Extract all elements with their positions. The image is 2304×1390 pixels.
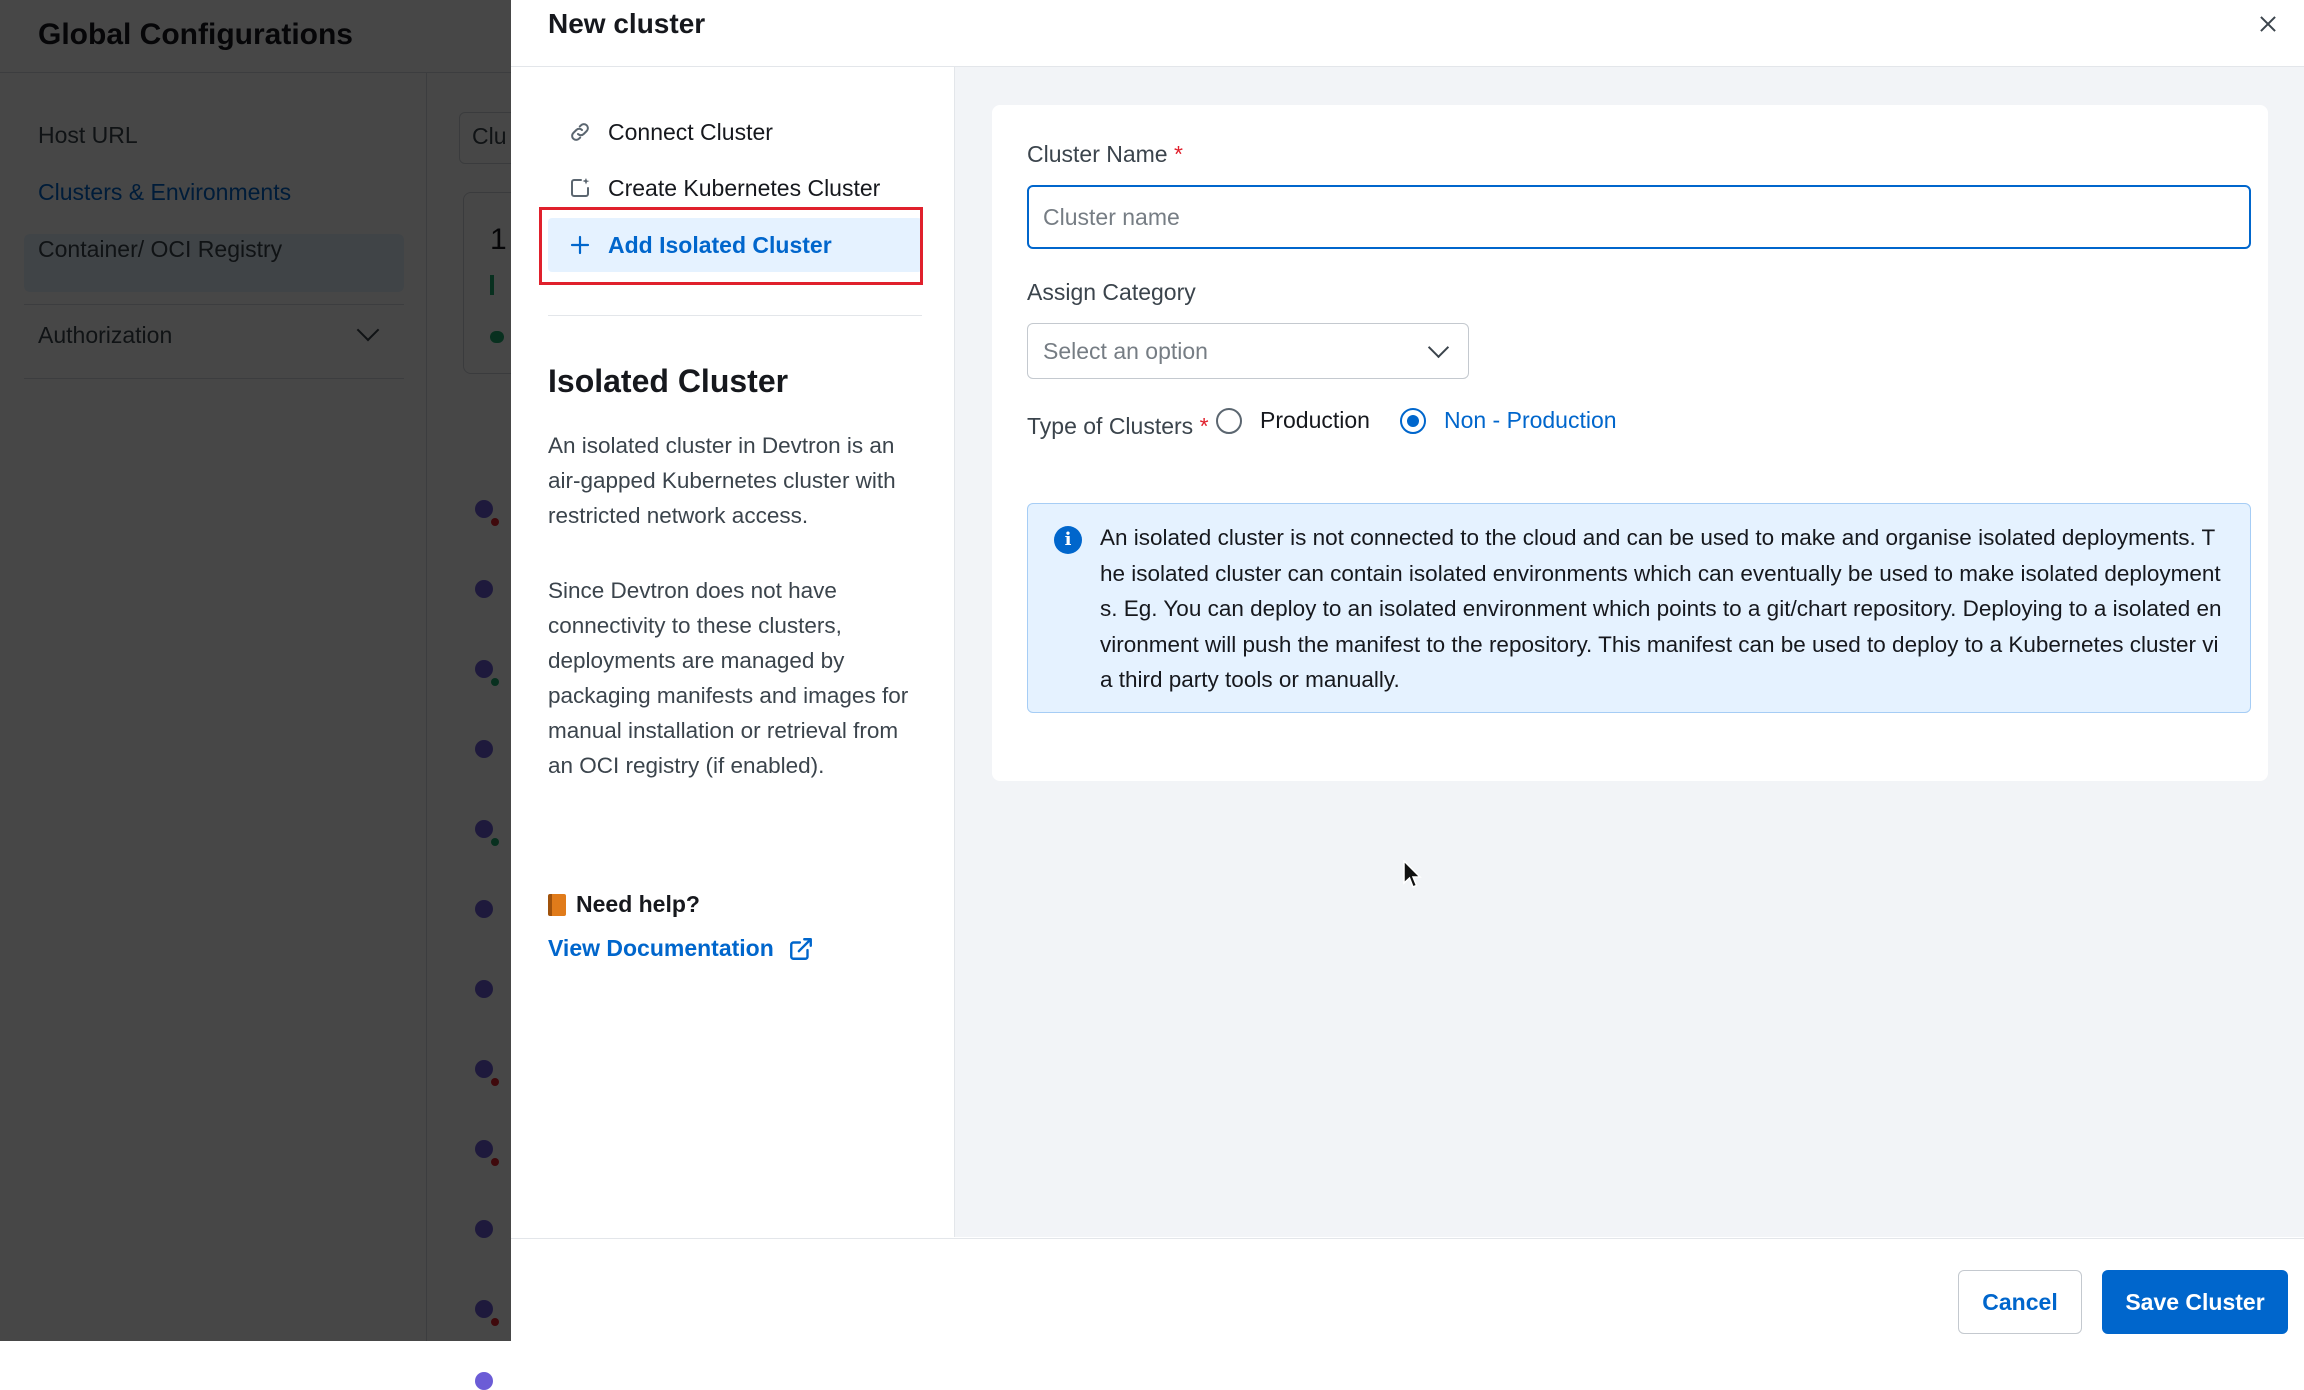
book-icon xyxy=(548,894,566,916)
info-icon: i xyxy=(1054,526,1082,554)
cluster-name-label xyxy=(1027,141,1183,168)
radio-production[interactable] xyxy=(1216,407,1370,434)
save-cluster-button[interactable]: Save Cluster xyxy=(2102,1270,2288,1334)
assign-category-select[interactable] xyxy=(1027,323,1469,379)
external-link-icon xyxy=(788,936,814,962)
view-documentation-link[interactable] xyxy=(548,935,814,962)
form-area xyxy=(954,67,2304,1237)
close-icon[interactable] xyxy=(2254,10,2282,38)
create-cluster-icon xyxy=(566,174,594,202)
chevron-down-icon xyxy=(1428,337,1449,358)
radio-button-checked[interactable] xyxy=(1400,408,1426,434)
need-help xyxy=(548,891,700,918)
option-label: Create Kubernetes Cluster xyxy=(608,174,881,201)
mouse-cursor-icon xyxy=(1403,860,1423,890)
divider xyxy=(548,315,922,316)
radio-non-production[interactable] xyxy=(1400,407,1617,434)
radio-button[interactable] xyxy=(1216,408,1242,434)
assign-category-label: Assign Category xyxy=(1027,279,1196,305)
option-connect-cluster[interactable] xyxy=(548,105,922,159)
isolated-cluster-info-box xyxy=(1027,503,2251,713)
option-label: Add Isolated Cluster xyxy=(608,231,832,258)
required-mark: * xyxy=(1174,141,1183,167)
highlight-frame xyxy=(539,207,923,285)
modal-footer xyxy=(511,1238,2304,1342)
modal-header xyxy=(511,0,2304,67)
view-documentation-label: View Documentation xyxy=(548,935,774,961)
option-label: Connect Cluster xyxy=(608,118,773,145)
info-description-2: Since Devtron does not have connectivity to these clusters, deployments are managed by packaging manifests and images for manual installation or retrieval from an OCI registry (if enabled). xyxy=(548,578,909,778)
cancel-button[interactable]: Cancel xyxy=(1958,1270,2082,1334)
modal-title: New cluster xyxy=(548,8,706,39)
type-of-clusters-label-text: Type of Clusters xyxy=(1027,413,1194,439)
cluster-icon xyxy=(475,1372,493,1390)
info-box-text: An isolated cluster is not connected to the cloud and can be used to make and organise isolated deployments. The isolated cluster can contain isolated environments which can eventually be used to make isolated deployments. Eg. You can deploy to an isolated environment which points to a git/chart repository. Deploying to a isolated environment will push the manifest to the repository. This manifest can be used to deploy to a Kubernetes cluster via third party tools or manually. xyxy=(1100,525,2222,692)
cluster-type-panel xyxy=(511,67,954,1237)
new-cluster-modal xyxy=(511,0,2304,1341)
cluster-name-label-text: Cluster Name xyxy=(1027,141,1168,167)
cluster-type-radio-group xyxy=(1216,407,1647,434)
form-card xyxy=(992,105,2268,781)
need-help-label: Need help? xyxy=(576,891,700,917)
radio-label: Production xyxy=(1260,407,1370,433)
link-icon xyxy=(566,118,594,146)
required-mark: * xyxy=(1199,413,1209,439)
info-description: An isolated cluster in Devtron is an air-gapped Kubernetes cluster with restricted network access. xyxy=(548,433,896,528)
type-of-clusters-label xyxy=(1027,413,1209,440)
select-placeholder: Select an option xyxy=(1043,337,1208,364)
radio-label: Non - Production xyxy=(1443,407,1617,433)
info-title: Isolated Cluster xyxy=(548,363,789,399)
cluster-name-input[interactable] xyxy=(1027,185,2251,249)
